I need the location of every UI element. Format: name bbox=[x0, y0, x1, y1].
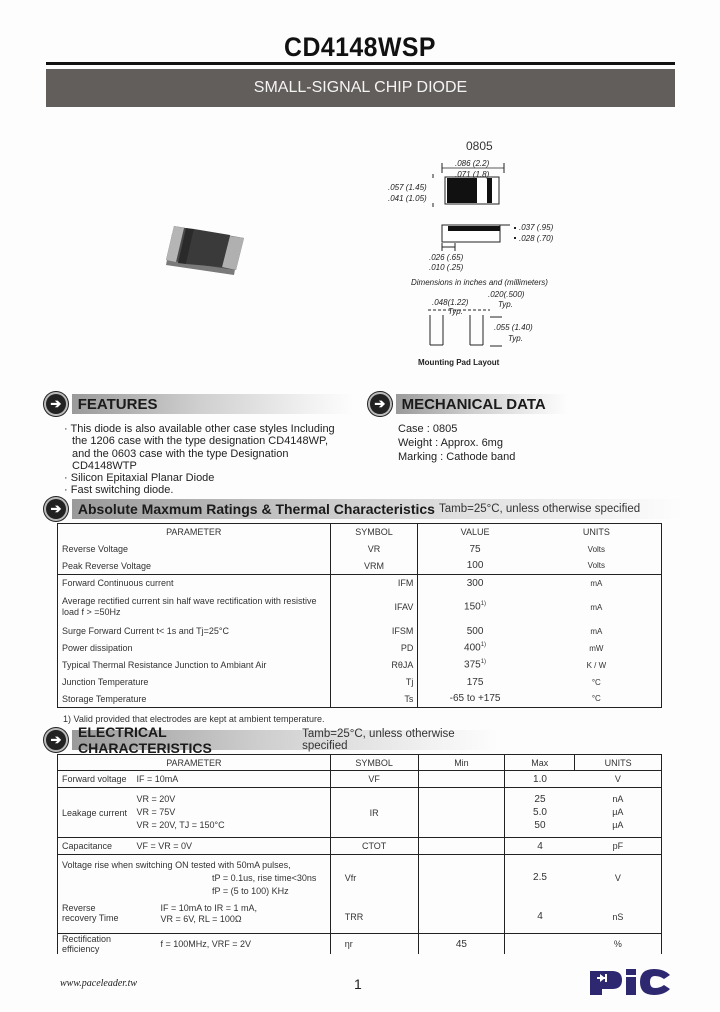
mechanical-case: Case : 0805 bbox=[398, 423, 458, 435]
arrow-circle-icon: ➔ bbox=[368, 392, 392, 416]
table-row: Forward Continuous current IFM 300 mA bbox=[58, 575, 662, 592]
feature-item: · Fast switching diode. bbox=[64, 484, 174, 497]
table-row: Leakage current VR = 20V VR = 75V VR = 20V, TJ = 150°C IR 25 5.0 50 nA μA μA bbox=[58, 788, 662, 838]
chip-photo bbox=[160, 220, 250, 280]
dim-height-max: .037 (.95) bbox=[519, 223, 554, 232]
ratings-footnote: 1) Valid provided that electrodes are kept at ambient temperature. bbox=[63, 714, 325, 724]
mechanical-weight: Weight : Approx. 6mg bbox=[398, 437, 503, 449]
pad-length-typ: Typ. bbox=[508, 334, 523, 343]
dim-length-min: .071 (1.8) bbox=[455, 170, 490, 179]
electrical-table bbox=[57, 754, 662, 954]
pad-width-typ: Typ. bbox=[448, 307, 463, 316]
pic-logo-icon bbox=[588, 967, 672, 997]
pad-gap-typ: Typ. bbox=[498, 300, 513, 309]
arrow-circle-icon: ➔ bbox=[44, 392, 68, 416]
pad-length: .055 (1.40) bbox=[494, 323, 533, 332]
table-row: Voltage rise when switching ON tested with 50mA pulses, tP = 0.1us, rise time<30ns fP = (5 to 100) KHz Vfr 2.5 V bbox=[58, 855, 662, 901]
table-row: Average rectified current sin half wave rectification with resistive load f > =50Hz IFAV 150$^{1)}$ mA bbox=[58, 592, 662, 623]
mechanical-header bbox=[368, 393, 568, 415]
pad-gap: .020(.500) bbox=[488, 290, 525, 299]
mechanical-title: MECHANICAL DATA bbox=[401, 395, 546, 413]
table-row: Typical Thermal Resistance Junction to Ambiant Air RθJA 375$^{1)}$ K / W bbox=[58, 657, 662, 674]
electrical-header bbox=[44, 724, 684, 756]
page-number: 1 bbox=[354, 976, 362, 992]
table-header-row: PARAMETER SYMBOL VALUE UNITS bbox=[58, 524, 662, 541]
table-row: Reverse Voltage VR 75 Volts bbox=[58, 541, 662, 558]
table-row: Forward voltage IF = 10mA VF 1.0 V bbox=[58, 771, 662, 788]
footer-url[interactable]: www.paceleader.tw bbox=[60, 978, 138, 989]
features-title: FEATURES bbox=[77, 395, 158, 413]
table-row: Junction Temperature Tj 175 °C bbox=[58, 674, 662, 691]
subtitle-banner: SMALL-SIGNAL CHIP DIODE bbox=[46, 69, 675, 107]
dim-width-max: .057 (1.45) bbox=[388, 183, 427, 192]
electrical-title: ELECTRICAL CHARACTERISTICS bbox=[78, 724, 212, 756]
mechanical-data bbox=[398, 422, 515, 464]
dim-band-min: .010 (.25) bbox=[429, 263, 464, 272]
mechanical-marking: Marking : Cathode band bbox=[398, 451, 516, 463]
table-row: Storage Temperature Ts -65 to +175 °C bbox=[58, 691, 662, 708]
ratings-title: Absolute Maxmum Ratings & Thermal Characteristics bbox=[77, 501, 435, 517]
table-row: Capacitance VF = VR = 0V CTOT 4 pF bbox=[58, 838, 662, 855]
ratings-table bbox=[57, 523, 662, 708]
dim-band-max: .026 (.65) bbox=[429, 253, 464, 262]
mounting-pad-layout bbox=[410, 288, 550, 368]
feature-item: · This diode is also available other case styles Including the 1206 case with the type designation CD4148WP, and the 0603 case with the type Designation CD4148WTP bbox=[64, 423, 335, 472]
arrow-circle-icon: ➔ bbox=[44, 728, 68, 752]
table-row: Peak Reverse Voltage VRM 100 Volts bbox=[58, 558, 662, 575]
arrow-circle-icon: ➔ bbox=[44, 497, 68, 521]
dim-width-min: .041 (1.05) bbox=[388, 194, 427, 203]
package-dimension-drawing bbox=[388, 155, 565, 272]
table-header-row: PARAMETER SYMBOL Min Max UNITS bbox=[58, 755, 662, 771]
part-number-title: CD4148WSP bbox=[284, 32, 436, 62]
ratings-header bbox=[44, 498, 684, 520]
title-rule bbox=[46, 62, 675, 65]
pad-width: .048(1.22) bbox=[432, 298, 469, 307]
table-row: Rectification efficiency f = 100MHz, VRF = 2V ηr 45 % bbox=[58, 934, 662, 955]
table-row: Surge Forward Current t< 1s and Tj=25°C IFSM 500 mA bbox=[58, 623, 662, 640]
table-row: Power dissipation PD 400$^{1)}$ mW bbox=[58, 640, 662, 657]
dim-height-min: .028 (.70) bbox=[519, 234, 554, 243]
features-list bbox=[58, 423, 342, 497]
dimension-note: Dimensions in inches and (millimeters) bbox=[411, 278, 548, 287]
dim-length-max: .086 (2.2) bbox=[455, 159, 490, 168]
pad-caption: Mounting Pad Layout bbox=[418, 358, 500, 367]
feature-item: · Silicon Epitaxial Planar Diode bbox=[64, 472, 215, 485]
features-header bbox=[44, 393, 354, 415]
electrical-condition: Tamb=25°C, unless otherwise specified bbox=[302, 728, 455, 752]
table-row: Reverse recovery Time IF = 10mA to IR = 1 mA, VR = 6V, RL = 100Ω TRR 4 nS bbox=[58, 901, 662, 934]
pic-logo bbox=[588, 967, 672, 1002]
package-label: 0805 bbox=[466, 139, 493, 153]
ratings-condition: Tamb=25°C, unless otherwise specified bbox=[438, 503, 641, 515]
